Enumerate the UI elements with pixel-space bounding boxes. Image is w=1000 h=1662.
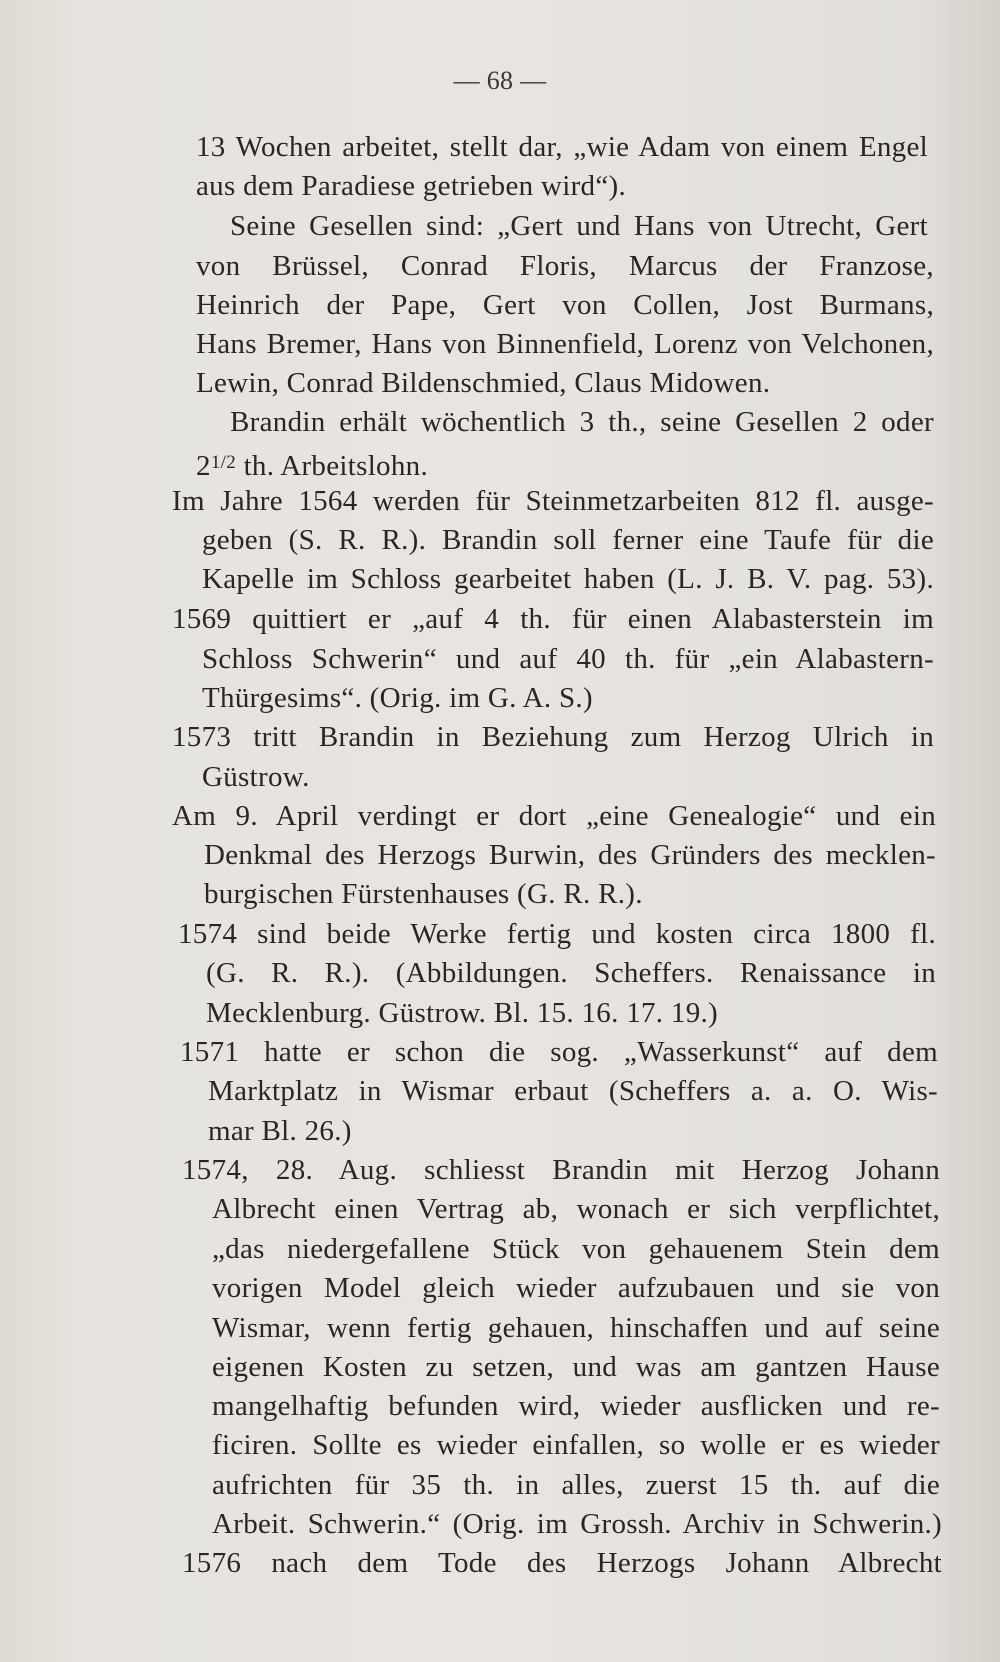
text-line: von Brüssel, Conrad Floris, Marcus der Franzose,: [196, 250, 934, 282]
text-line: Güstrow.: [202, 761, 310, 793]
text-line: Albrecht einen Vertrag ab, wonach er sich verpflichtet,: [212, 1193, 940, 1225]
text-line: Am 9. April verdingt er dort „eine Genealogie“ und ein: [172, 800, 936, 832]
text-line: Mecklenburg. Güstrow. Bl. 15. 16. 17. 19.): [206, 997, 718, 1029]
text-line: eigenen Kosten zu setzen, und was am gantzen Hause: [212, 1351, 940, 1383]
text-line: Brandin erhält wöchentlich 3 th., seine Gesellen 2 oder: [230, 406, 934, 438]
text-line: Im Jahre 1564 werden für Steinmetzarbeiten 812 fl. ausge-: [172, 485, 934, 517]
text-line: Hans Bremer, Hans von Binnenfield, Lorenz von Velchonen,: [196, 328, 934, 360]
text-line: Seine Gesellen sind: „Gert und Hans von Utrecht, Gert: [230, 210, 928, 242]
fraction-line: [196, 443, 428, 482]
text-line: Thürgesims“. (Orig. im G. A. S.): [202, 682, 593, 714]
text-line: mangelhaftig befunden wird, wieder ausflicken und re-: [212, 1390, 940, 1422]
text-line: vorigen Model gleich wieder aufzubauen und sie von: [212, 1272, 940, 1304]
text-line: 1569 quittiert er „auf 4 th. für einen Alabasterstein im: [172, 603, 934, 635]
fraction-part: 1/2: [210, 452, 236, 473]
text-line: Schloss Schwerin“ und auf 40 th. für „ein Alabastern-: [202, 643, 934, 675]
text-line: Denkmal des Herzogs Burwin, des Gründers des mecklen-: [204, 839, 936, 871]
text-line: th. Arbeitslohn.: [243, 450, 428, 482]
text-line: 1571 hatte er schon die sog. „Wasserkunst“ auf dem: [180, 1036, 938, 1068]
page-number: — 68 —: [453, 66, 547, 95]
text-line: ficiren. Sollte es wieder einfallen, so wolle er es wieder: [212, 1429, 940, 1461]
text-line: 13 Wochen arbeitet, stellt dar, „wie Adam von einem Engel: [196, 131, 928, 163]
text-line: Marktplatz in Wismar erbaut (Scheffers a. a. O. Wis-: [208, 1075, 938, 1107]
text-line: Arbeit. Schwerin.“ (Orig. im Grossh. Archiv in Schwerin.): [212, 1508, 942, 1540]
text-line: aufrichten für 35 th. in alles, zuerst 15 th. auf die: [212, 1469, 940, 1501]
text-line: Lewin, Conrad Bildenschmied, Claus Midowen.: [196, 367, 771, 399]
text-line: burgischen Fürstenhauses (G. R. R.).: [204, 878, 643, 910]
text-line: 1574 sind beide Werke fertig und kosten circa 1800 fl.: [178, 918, 936, 950]
text-line: geben (S. R. R.). Brandin soll ferner eine Taufe für die: [202, 524, 934, 556]
text-line: (G. R. R.). (Abbildungen. Scheffers. Renaissance in: [206, 957, 936, 989]
text-line: mar Bl. 26.): [208, 1115, 352, 1147]
text-line: Kapelle im Schloss gearbeitet haben (L. J. B. V. pag. 53).: [202, 563, 934, 595]
text-line: 1574, 28. Aug. schliesst Brandin mit Herzog Johann: [182, 1154, 940, 1186]
text-line: 1573 tritt Brandin in Beziehung zum Herzog Ulrich in: [172, 721, 934, 753]
text-line: Wismar, wenn fertig gehauen, hinschaffen und auf seine: [212, 1312, 940, 1344]
text-line: 1576 nach dem Tode des Herzogs Johann Albrecht: [182, 1547, 942, 1579]
fraction-whole: 2: [196, 450, 211, 482]
text-line: „das niedergefallene Stück von gehauenem Stein dem: [212, 1233, 940, 1265]
text-line: aus dem Paradiese getrieben wird“).: [196, 170, 627, 202]
text-line: Heinrich der Pape, Gert von Collen, Jost Burmans,: [196, 289, 934, 321]
